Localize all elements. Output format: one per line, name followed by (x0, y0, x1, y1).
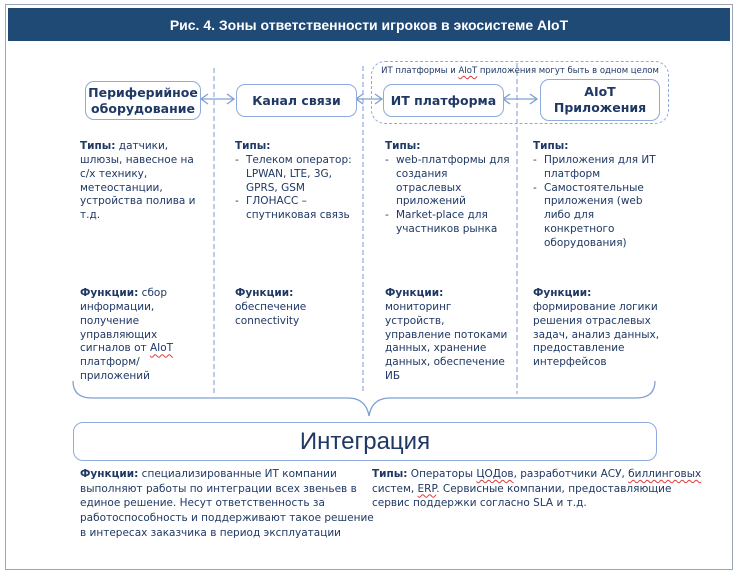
functions-label: Функции: (533, 287, 592, 299)
node-communication-channel (236, 84, 357, 117)
list-item (385, 154, 511, 209)
bullet-marker: - (533, 153, 537, 166)
node-it-platform (383, 84, 504, 117)
column-channel-types (235, 140, 359, 223)
list-item-text: Телеком оператор: LPWAN, LTE, 3G, GPRS, GSM (246, 153, 352, 194)
integration-functions-text (80, 467, 374, 540)
list-item (235, 154, 359, 196)
list-item-text: Самостоятельные приложения (web либо для конкретного оборудования) (544, 181, 644, 250)
node-label: ИТ платформа (390, 92, 497, 108)
column-peripheral-functions (80, 287, 204, 384)
column-apps-functions (533, 287, 663, 370)
functions-text: обеспечение connectivity (235, 300, 307, 327)
bullet-marker: - (235, 153, 239, 166)
types-text: . Сервисные компании, предоставляющие сервис поддержки согласно SLA и т.д. (372, 482, 672, 510)
functions-label: Функции: (235, 287, 294, 299)
note-text: приложения могут быть в одном целом (477, 66, 659, 76)
functions-label: Функции: (80, 287, 139, 299)
functions-text: специализированные ИТ компании выполняют работы по интеграции всех звеньев в единое решение. Несут ответственность за работоспособность и поддерживают такое решение в интересах заказчика в период эксплуатации (80, 468, 374, 539)
list-item-text: web-платформы для создания отраслевых приложений (396, 153, 510, 208)
types-spellcheck-word: ЦОДов (476, 468, 514, 480)
bullet-marker: - (385, 209, 389, 222)
types-label: Типы: (533, 140, 569, 152)
double-arrow-peripheral-channel (201, 94, 234, 104)
functions-text: мониторинг устройств, управление потоками данных, хранение данных, обеспечение ИБ (385, 300, 508, 383)
types-text: , разработчики АСУ, (513, 468, 629, 480)
types-text: систем, (372, 482, 418, 495)
functions-text: платформ/ приложений (80, 356, 150, 383)
functions-spellcheck-word: AIoT (149, 342, 174, 355)
functions-label: Функции: (80, 468, 139, 480)
integration-label: Интеграция (299, 427, 431, 455)
list-item-text: Market-place для участников рынка (396, 209, 498, 236)
list-item (533, 182, 663, 251)
integration-box (73, 422, 657, 461)
bullet-marker: - (533, 181, 537, 194)
functions-label: Функции: (385, 287, 444, 299)
types-spellcheck-word: биллинговых (628, 468, 702, 480)
functions-text: сбор информации, получение управляющих сигналов от (80, 287, 168, 355)
bullet-marker: - (385, 153, 389, 166)
note-text: ИТ платформы и (381, 66, 459, 76)
node-label: AIoT Приложения (553, 84, 647, 115)
column-apps-types (533, 140, 663, 251)
list-item-text: ГЛОНАСС – спутниковая связь (246, 195, 350, 222)
types-label: Типы: (80, 140, 116, 152)
node-label: Канал связи (252, 92, 341, 108)
types-spellcheck-word: ERP (417, 482, 437, 495)
integration-brace (73, 381, 655, 416)
column-peripheral-types (80, 140, 204, 223)
list-item (385, 209, 511, 237)
column-platform-functions (385, 287, 511, 384)
column-platform-types (385, 140, 511, 237)
column-channel-functions (235, 287, 359, 329)
combined-group-note (372, 66, 668, 76)
bullet-marker: - (235, 195, 239, 208)
types-label: Типы: (385, 140, 421, 152)
list-item (533, 154, 663, 182)
node-aiot-apps (540, 79, 660, 121)
list-item-text: Приложения для ИТ платформ (544, 153, 656, 180)
types-text: Операторы (407, 468, 477, 480)
node-peripheral-equipment (85, 81, 201, 120)
functions-text: формирование логики решения отраслевых задач, анализ данных, предоставление интерфейсов (533, 300, 660, 369)
node-label: Периферийное оборудование (88, 84, 198, 116)
list-item (235, 195, 359, 223)
types-label: Типы: (372, 468, 408, 480)
types-text: датчики, шлюзы, навесное на с/х технику, метеостанции, устройства полива и т.д. (80, 140, 196, 222)
integration-types-text (372, 467, 702, 511)
figure-title: Рис. 4. Зоны ответственности игроков в экосистеме AIoT (169, 16, 569, 33)
note-spellcheck-word: AIoT (458, 66, 478, 76)
types-label: Типы: (235, 140, 271, 152)
